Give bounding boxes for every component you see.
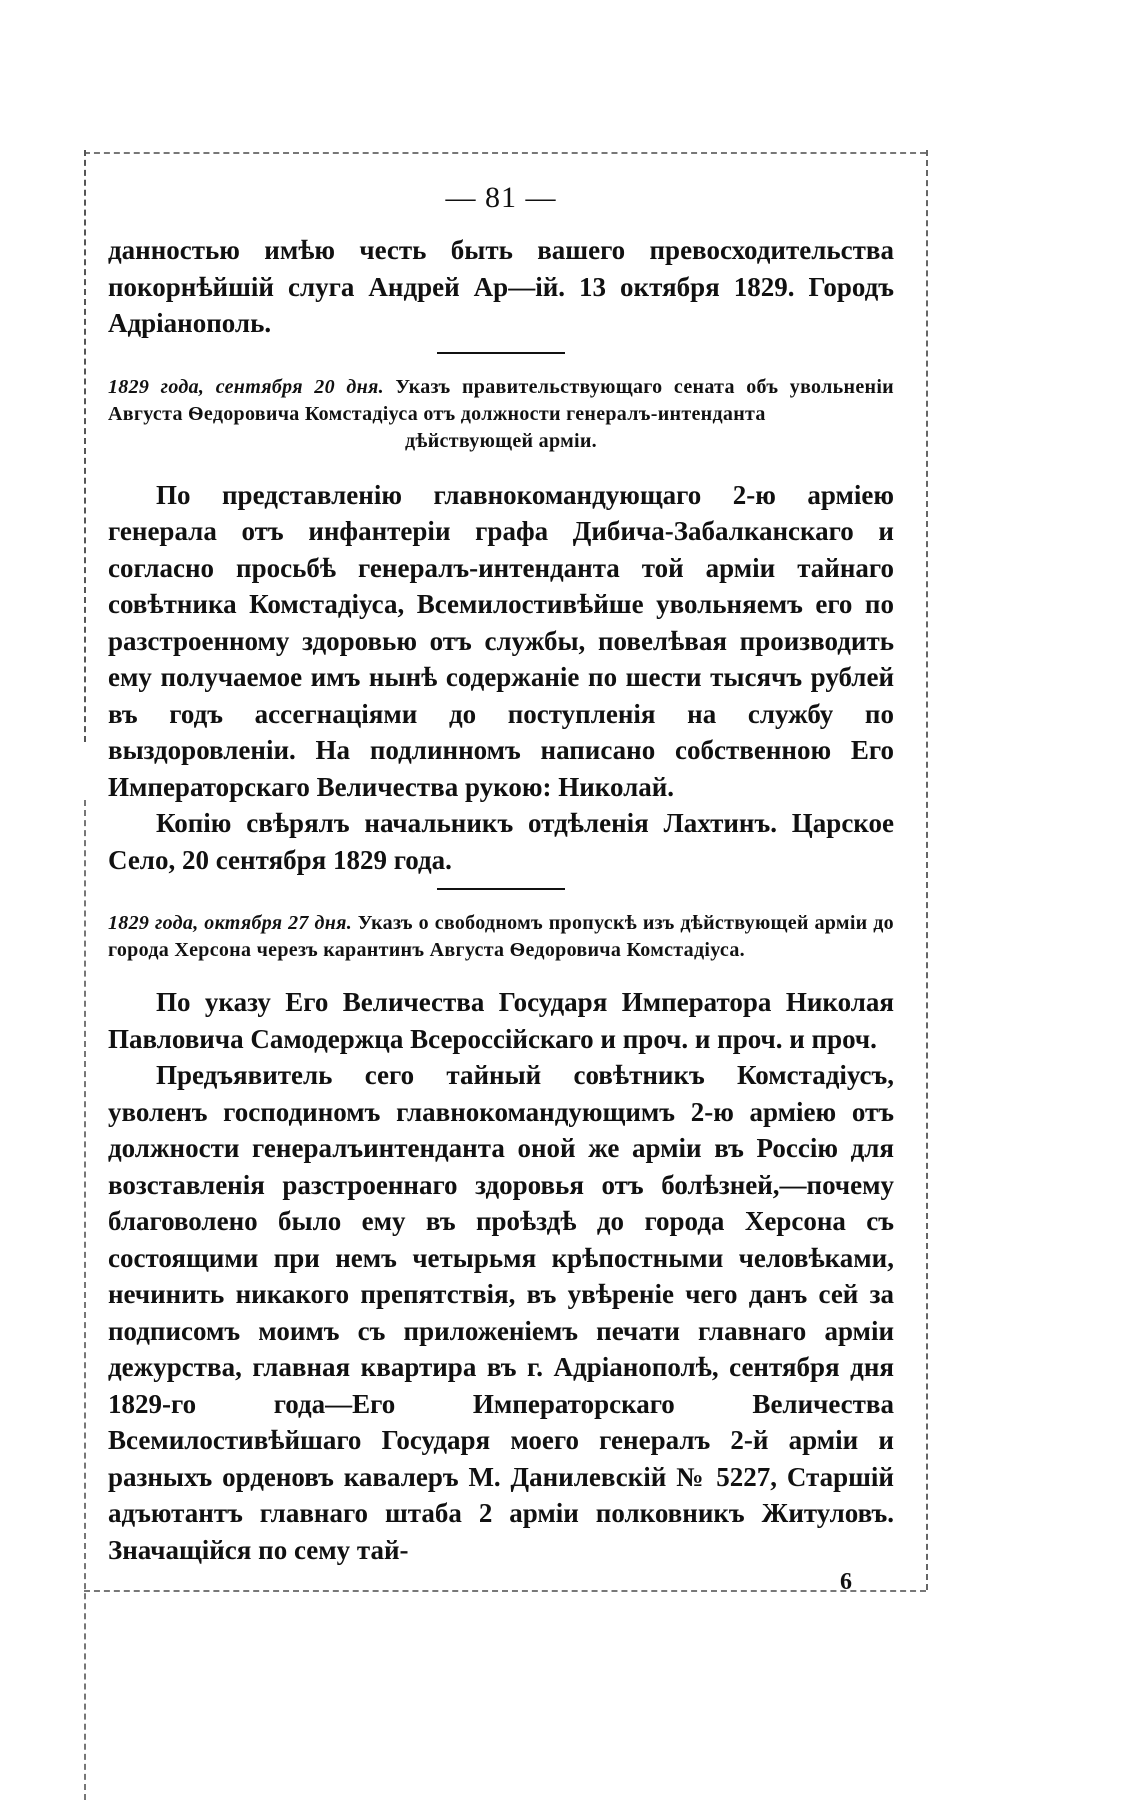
intro-paragraph: данностью имѣю честь быть вашего превосходительства покорнѣйшій слуга Андрей Ар—ій. 13 октября 1829. Городъ Адріанополь. [108,235,894,338]
section-1-heading-text: Указъ правительствующаго сената объ увольненіи Августа Ѳедоровича Комстадіуса отъ должности генералъ-интенданта [108,375,894,425]
section-1-paragraph-2: Копію свѣрялъ начальникъ отдѣленія Лахтинъ. Царское Село, 20 сентября 1829 года. [108,808,894,875]
section-1-heading-tail: дѣйствующей арміи. [405,429,597,452]
page-content [108,168,894,1596]
section-2-paragraph-1: По указу Его Величества Государя Императора Николая Павловича Самодержца Всероссійскаго и проч. и проч. и проч. [108,987,894,1054]
section-1-heading [108,374,894,455]
section-2-paragraph-2: Предъявитель сего тайный совѣтникъ Комстадіусъ, уволенъ господиномъ главнокомандующимъ 2-ю арміею отъ должности генералъинтенданта оной же арміи въ Россію для возставленія разстроеннаго здоровья отъ болѣзней,—почему благоволено было ему въ проѣздѣ до города Херсона съ состоящими при немъ четырьмя крѣпостными человѣками, нечинить никакого препятствія, въ увѣреніе чего данъ сей за подписомъ моимъ съ приложеніемъ печати главнаго арміи дежурства, главная квартира въ г. Адріанополѣ, сентября дня 1829-го года—Его Императорскаго Величества Всемилостивѣйшаго Государя моего генералъ 2-й арміи и разныхъ орденовъ кавалеръ М. Данилевскій № 5227, Старшій адъютантъ главнаго штаба 2 арміи полковникъ Житуловъ. Значащійся по сему тай- [108,1060,894,1565]
page-frame-left [84,150,86,742]
page-number: — 81 — [445,181,557,214]
section-2-heading-date: 1829 года, октября 27 дня. [108,912,353,934]
section-divider [437,888,565,890]
section-2-heading [108,910,894,964]
page-frame-right [926,150,928,1590]
section-2-heading-text: Указъ о свободномъ пропускѣ изъ дѣйствующей арміи до города Херсона черезъ карантинъ Августа Ѳедоровича Комстадіуса. [108,912,894,961]
page-frame-left-lower [84,800,86,1800]
section-1-heading-date: 1829 года, сентября 20 дня. [108,375,384,398]
page-frame-top [84,152,926,154]
signature-mark: 6 [840,1569,852,1595]
section-2 [108,910,894,1568]
section-divider [437,352,565,354]
section-1-paragraph-1: По представленію главнокомандующаго 2-ю арміею генерала отъ инфантеріи графа Дибича-Забалканскаго и согласно просьбѣ генералъ-интенданта той арміи тайнаго совѣтника Комстадіуса, Всемилостивѣйше увольняемъ его по разстроенному здоровью отъ службы, повелѣвая производить ему получаемое имъ нынѣ содержаніе по шести тысячъ рублей въ годъ ассегнаціями до поступленія на службу по выздоровленіи. На подлинномъ написано собственною Его Императорскаго Величества рукою: Николай. [108,479,894,802]
section-1 [108,374,894,879]
